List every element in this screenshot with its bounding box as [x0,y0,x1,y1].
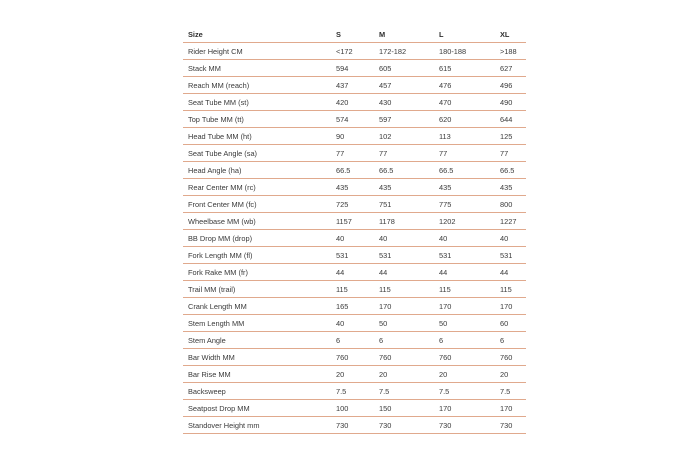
header-s: S [331,26,374,43]
cell-s: 760 [331,349,374,366]
row-label: Fork Length MM (fl) [183,247,331,264]
row-label: Standover Height mm [183,417,331,434]
cell-m: 457 [374,77,434,94]
row-label: Head Tube MM (ht) [183,128,331,145]
table-row [183,43,526,60]
header-xl: XL [495,26,526,43]
cell-xl: 115 [495,281,526,298]
row-label: Seatpost Drop MM [183,400,331,417]
cell-l: 66.5 [434,162,495,179]
cell-xl: 40 [495,230,526,247]
cell-l: 170 [434,400,495,417]
cell-xl: 490 [495,94,526,111]
row-label: Stem Length MM [183,315,331,332]
header-m: M [374,26,434,43]
cell-xl: 760 [495,349,526,366]
cell-m: 40 [374,230,434,247]
row-label: Backsweep [183,383,331,400]
cell-xl: 44 [495,264,526,281]
cell-m: 66.5 [374,162,434,179]
cell-m: 20 [374,366,434,383]
header-l: L [434,26,495,43]
cell-xl: 6 [495,332,526,349]
cell-m: 102 [374,128,434,145]
geometry-table [183,26,526,434]
table-row [183,77,526,94]
table-row [183,196,526,213]
cell-l: 730 [434,417,495,434]
cell-l: 44 [434,264,495,281]
cell-m: 50 [374,315,434,332]
cell-m: 77 [374,145,434,162]
row-label: Reach MM (reach) [183,77,331,94]
cell-l: 180-188 [434,43,495,60]
cell-l: 6 [434,332,495,349]
cell-s: 730 [331,417,374,434]
table-row [183,230,526,247]
cell-s: 165 [331,298,374,315]
cell-l: 470 [434,94,495,111]
cell-m: 430 [374,94,434,111]
cell-xl: 1227 [495,213,526,230]
cell-m: 115 [374,281,434,298]
cell-m: 435 [374,179,434,196]
cell-s: 40 [331,230,374,247]
table-header-row [183,26,526,43]
cell-xl: 435 [495,179,526,196]
cell-s: 115 [331,281,374,298]
table-row [183,128,526,145]
table-row [183,264,526,281]
cell-s: 594 [331,60,374,77]
cell-s: 40 [331,315,374,332]
cell-s: 435 [331,179,374,196]
cell-s: 531 [331,247,374,264]
cell-xl: 170 [495,298,526,315]
cell-m: 7.5 [374,383,434,400]
row-label: Trail MM (trail) [183,281,331,298]
row-label: Top Tube MM (tt) [183,111,331,128]
row-label: Crank Length MM [183,298,331,315]
cell-l: 620 [434,111,495,128]
header-size: Size [183,26,331,43]
cell-l: 615 [434,60,495,77]
row-label: Rear Center MM (rc) [183,179,331,196]
cell-l: 40 [434,230,495,247]
cell-l: 170 [434,298,495,315]
cell-xl: 7.5 [495,383,526,400]
cell-xl: 125 [495,128,526,145]
cell-s: 574 [331,111,374,128]
cell-l: 115 [434,281,495,298]
cell-m: 44 [374,264,434,281]
row-label: BB Drop MM (drop) [183,230,331,247]
cell-s: 6 [331,332,374,349]
row-label: Seat Tube MM (st) [183,94,331,111]
cell-s: 100 [331,400,374,417]
table-row [183,145,526,162]
table-row [183,247,526,264]
cell-l: 435 [434,179,495,196]
cell-l: 20 [434,366,495,383]
table-row [183,366,526,383]
table-row [183,162,526,179]
cell-m: 605 [374,60,434,77]
row-label: Stem Angle [183,332,331,349]
cell-xl: 60 [495,315,526,332]
row-label: Head Angle (ha) [183,162,331,179]
cell-l: 113 [434,128,495,145]
cell-m: 172-182 [374,43,434,60]
cell-l: 77 [434,145,495,162]
table-row [183,417,526,434]
table-row [183,94,526,111]
table-row [183,400,526,417]
cell-xl: 531 [495,247,526,264]
cell-xl: 496 [495,77,526,94]
row-label: Bar Rise MM [183,366,331,383]
table-row [183,315,526,332]
cell-xl: 170 [495,400,526,417]
cell-l: 7.5 [434,383,495,400]
cell-s: 44 [331,264,374,281]
cell-m: 531 [374,247,434,264]
cell-s: <172 [331,43,374,60]
cell-xl: 800 [495,196,526,213]
row-label: Fork Rake MM (fr) [183,264,331,281]
cell-m: 1178 [374,213,434,230]
cell-xl: 77 [495,145,526,162]
cell-s: 420 [331,94,374,111]
cell-s: 725 [331,196,374,213]
cell-xl: 730 [495,417,526,434]
cell-s: 7.5 [331,383,374,400]
table-row [183,213,526,230]
row-label: Front Center MM (fc) [183,196,331,213]
row-label: Stack MM [183,60,331,77]
cell-l: 531 [434,247,495,264]
cell-m: 6 [374,332,434,349]
table-row [183,281,526,298]
cell-xl: 644 [495,111,526,128]
cell-s: 90 [331,128,374,145]
cell-s: 66.5 [331,162,374,179]
cell-m: 150 [374,400,434,417]
cell-xl: 66.5 [495,162,526,179]
cell-m: 730 [374,417,434,434]
table-row [183,111,526,128]
table-row [183,349,526,366]
table-row [183,179,526,196]
row-label: Rider Height CM [183,43,331,60]
cell-m: 170 [374,298,434,315]
cell-s: 77 [331,145,374,162]
cell-s: 437 [331,77,374,94]
cell-m: 751 [374,196,434,213]
table-row [183,298,526,315]
cell-xl: 20 [495,366,526,383]
row-label: Seat Tube Angle (sa) [183,145,331,162]
cell-l: 775 [434,196,495,213]
table-body [183,43,526,434]
cell-xl: 627 [495,60,526,77]
cell-xl: >188 [495,43,526,60]
cell-l: 1202 [434,213,495,230]
cell-m: 760 [374,349,434,366]
cell-s: 20 [331,366,374,383]
row-label: Bar Width MM [183,349,331,366]
cell-l: 50 [434,315,495,332]
row-label: Wheelbase MM (wb) [183,213,331,230]
table-row [183,332,526,349]
cell-m: 597 [374,111,434,128]
table-row [183,60,526,77]
cell-l: 760 [434,349,495,366]
cell-l: 476 [434,77,495,94]
table-row [183,383,526,400]
cell-s: 1157 [331,213,374,230]
